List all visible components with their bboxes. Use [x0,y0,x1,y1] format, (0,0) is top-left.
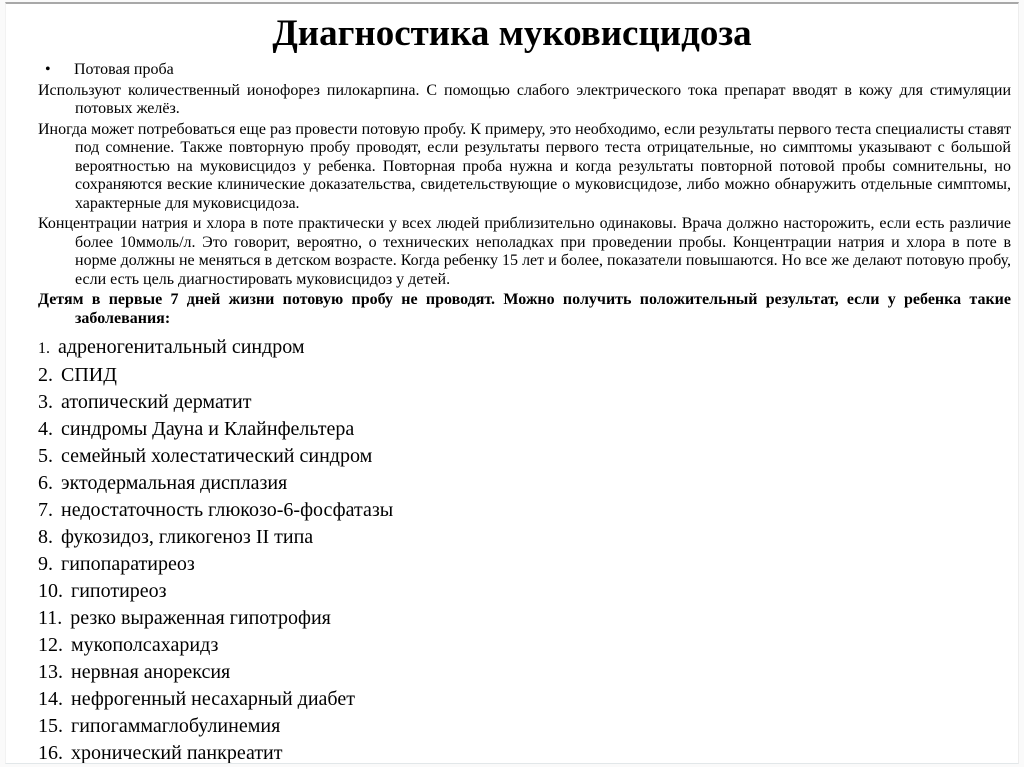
list-item-text: хронический панкреатит [71,742,283,764]
list-item-text: адреногенитальный синдром [58,336,305,358]
list-item [38,659,1018,686]
list-item [38,740,1018,764]
paragraph-sweat-test-method: Используют количественный ионофорез пилокарпина. С помощью слабого электрического тока препарат вводят в кожу для стимуляции потовых желёз. [38,81,1011,117]
list-item-number: 10. [38,580,63,602]
list-item-number: 5. [38,445,53,467]
list-item [38,578,1018,605]
paragraph-repeat-test: Иногда может потребоваться еще раз провести потовую пробу. К примеру, это необходимо, если результаты первого теста специалисты ставят под сомнение. Также повторную пробу проводят, если результаты первого теста отрицательные, но симптомы указывают с большой вероятностью на муковисцидоз у ребенка. Повторная проба нужна и когда результаты повторной потовой пробы сомнительны, но сохраняются веские клинические доказательства, свидетельствующие о муковисцидозе, либо можно обнаружить отдельные симптомы, характерные для муковисцидоза. [38,120,1011,212]
bullet-item-row [38,61,1011,80]
slide [5,2,1019,764]
diagnosis-list [38,334,1018,764]
list-item-number: 12. [38,634,63,656]
list-item-text: нефрогенный несахарный диабет [71,688,355,710]
list-item [38,686,1018,713]
list-item-number: 3. [38,391,53,413]
list-item [38,334,1018,362]
list-item-number: 8. [38,526,53,548]
list-item-number: 9. [38,553,53,575]
list-item-text: фукозидоз, гликогеноз II типа [61,526,314,548]
list-item-text: резко выраженная гипотрофия [70,607,331,629]
list-item-text: гипогаммаглобулинемия [71,715,281,737]
list-item-text: синдромы Дауна и Клайнфельтера [61,418,355,440]
paragraph-sodium-chloride: Концентрации натрия и хлора в поте практически у всех людей приблизительно одинаковы. Врача должно насторожить, если есть различие более 10ммоль/л. Это говорит, вероятно, о технических неполадках при проведении пробы. Концентрации натрия и хлора в поте в норме должны не меняться в детском возрасте. Когда ребенку 15 лет и более, показатели повышаются. Но все же делают потовую пробу, если есть цель диагностировать муковисцидоз у детей. [38,215,1011,288]
list-item-text: семейный холестатический синдром [61,445,373,467]
list-item-number: 16. [38,742,63,764]
list-item-text: недостаточность глюкозо-6-фосфатазы [61,499,394,521]
list-item [38,362,1018,389]
list-item [38,605,1018,632]
bullet-icon: • [45,61,51,78]
list-item-number: 11. [38,607,63,629]
list-item-number: 2. [38,364,53,386]
list-item-number: 7. [38,499,53,521]
list-item-text: гипопаратиреоз [61,553,195,575]
list-item-number: 6. [38,472,53,494]
list-item-text: нервная анорексия [71,661,231,683]
list-item [38,470,1018,497]
list-item [38,551,1018,578]
list-item [38,389,1018,416]
list-item-text: атопический дерматит [61,391,252,413]
slide-body [38,61,1011,328]
list-item [38,713,1018,740]
list-item [38,443,1018,470]
bullet-item-label: Потовая проба [74,61,174,78]
slide-title: Диагностика муковисцидоза [272,13,752,54]
list-item-text: СПИД [61,364,117,386]
list-item [38,497,1018,524]
list-item-number: 13. [38,661,63,683]
list-item-text: гипотиреоз [71,580,167,602]
list-item [38,524,1018,551]
list-item [38,416,1018,443]
list-item-number: 15. [38,715,63,737]
list-item-number: 14. [38,688,63,710]
list-item-text: эктодермальная дисплазия [61,472,288,494]
list-item-text: мукополсахаридз [71,634,219,656]
list-item [38,632,1018,659]
list-item-number: 4. [38,418,53,440]
paragraph-newborn-warning: Детям в первые 7 дней жизни потовую пробу не проводят. Можно получить положительный результат, если у ребенка такие заболевания: [38,291,1011,327]
list-item-number: 1. [38,340,50,357]
